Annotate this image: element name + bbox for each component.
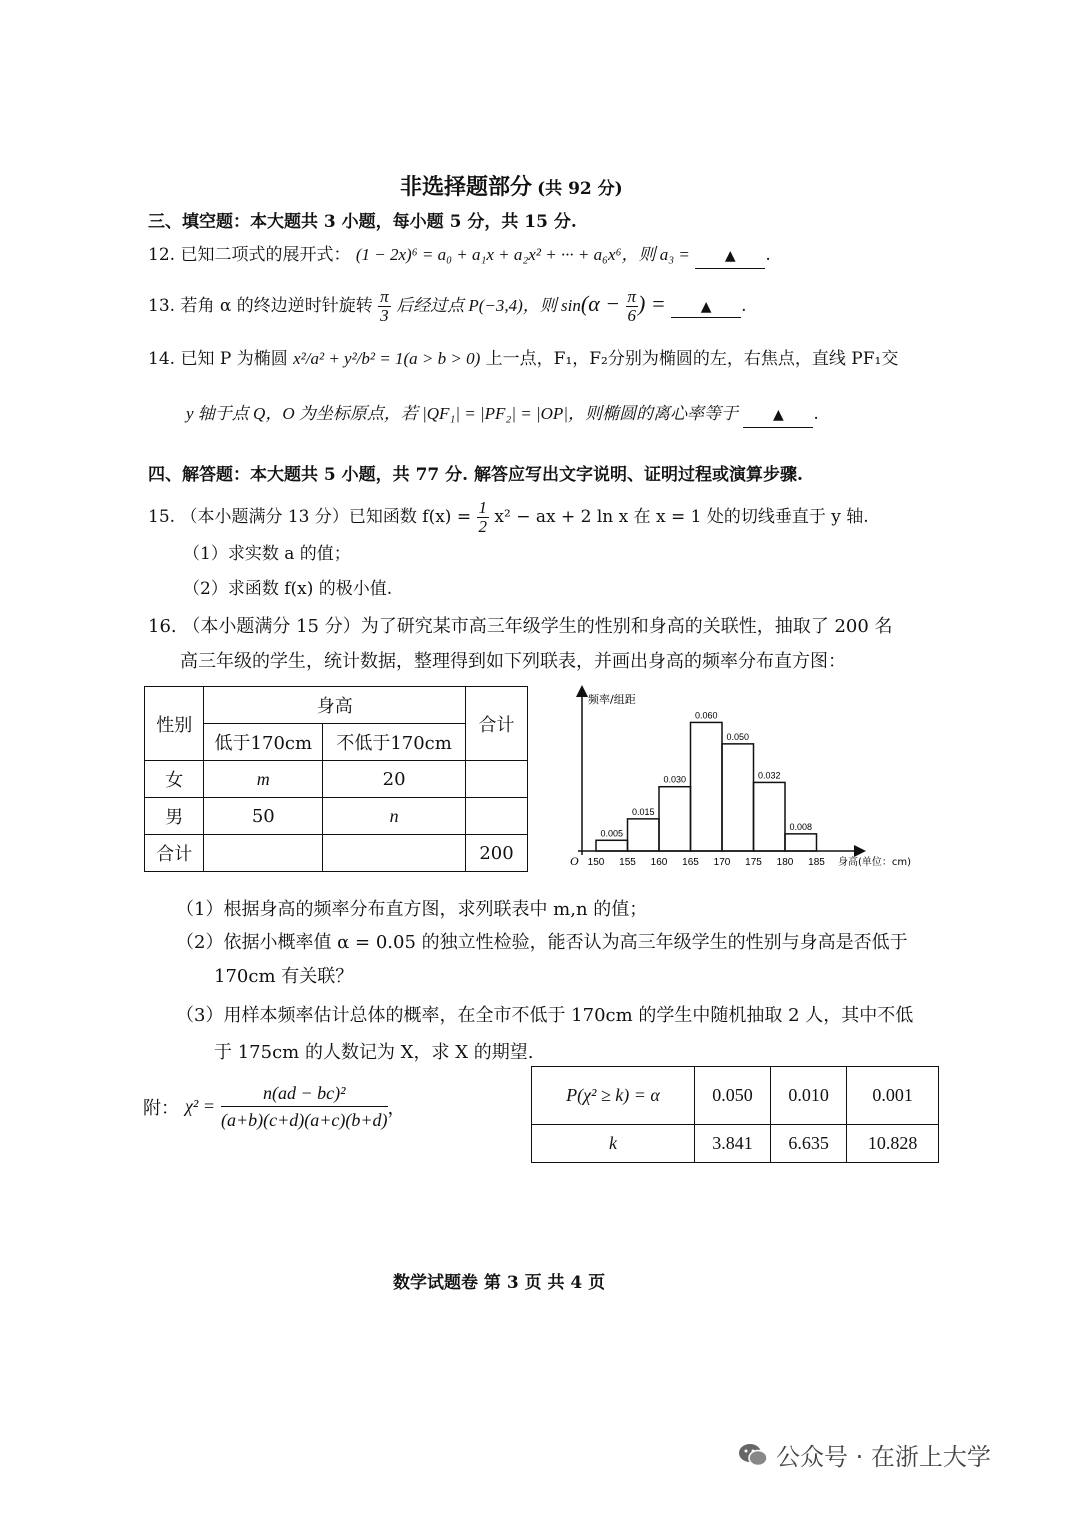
x-tick-label: 170 bbox=[713, 857, 731, 868]
header-total: 合计 bbox=[465, 687, 527, 761]
answer-blank-13[interactable] bbox=[671, 297, 741, 318]
q12-number: 12. bbox=[148, 245, 176, 265]
x-tick-label: 165 bbox=[682, 857, 699, 868]
cell-total: 200 bbox=[465, 835, 527, 872]
cell-below: 50 bbox=[204, 798, 323, 835]
q13-arg-right: ) = bbox=[638, 291, 666, 316]
wechat-icon bbox=[738, 1442, 768, 1468]
q16-line1-text: （本小题满分 15 分）为了研究某市高三年级学生的性别和身高的关联性，抽取了 200 名 bbox=[182, 616, 893, 637]
histogram-bar bbox=[659, 787, 691, 851]
appendix-formula bbox=[143, 1080, 406, 1133]
chi-square-fraction bbox=[221, 1080, 388, 1133]
crit-k: 10.828 bbox=[847, 1125, 939, 1163]
q12-lead: 已知二项式的展开式： bbox=[180, 245, 351, 265]
crit-k: 6.635 bbox=[771, 1125, 847, 1163]
x-tick-label: 150 bbox=[587, 857, 605, 868]
chi-denominator: (a+b)(c+d)(a+c)(b+d) bbox=[220, 1110, 388, 1130]
q15-frac-num: 1 bbox=[478, 498, 487, 517]
cell-notbelow: 20 bbox=[323, 761, 466, 798]
section-title: 非选择题部分 bbox=[400, 174, 533, 200]
bar-value-label: 0.060 bbox=[694, 710, 718, 721]
question-14-line2 bbox=[186, 402, 819, 428]
header-height: 身高 bbox=[204, 687, 466, 724]
x-tick-label: 160 bbox=[650, 857, 668, 868]
watermark-text: 公众号 · 在浙上大学 bbox=[776, 1443, 991, 1471]
q16-sub3a: （3）用样本频率估计总体的概率，在全市不低于 170cm 的学生中随机抽取 2 人，其中不低 bbox=[176, 1005, 914, 1026]
section-title-row bbox=[400, 170, 623, 201]
cell-total bbox=[465, 798, 527, 835]
part4-heading: 四、解答题：本大题共 5 小题，共 77 分. 解答应写出文字说明、证明过程或演算步骤. bbox=[148, 465, 803, 485]
q12-expr: (1 − 2x)⁶ = a₀ + a₁x + a₂x² + ··· + a₆x⁶ bbox=[355, 245, 622, 264]
q13-frac bbox=[378, 288, 391, 325]
x-tick-label: 175 bbox=[745, 857, 762, 868]
blank-triangle-icon: ▲ bbox=[724, 248, 736, 264]
q14-line1-rest: 上一点，F₁，F₂分别为椭圆的左，右焦点，直线 PF₁交 bbox=[485, 349, 899, 369]
q14-end: . bbox=[813, 404, 819, 424]
histogram-bar bbox=[596, 840, 628, 851]
q16-number: 16. bbox=[148, 616, 177, 637]
answer-blank-12[interactable] bbox=[695, 244, 765, 269]
y-axis-label: 频率/组距 bbox=[588, 693, 636, 706]
crit-row2-head: k bbox=[532, 1125, 695, 1163]
blank-triangle-icon: ▲ bbox=[700, 299, 712, 315]
blank-triangle-icon: ▲ bbox=[773, 407, 784, 423]
q13-lead: 若角 α 的终边逆时针旋转 bbox=[180, 296, 373, 316]
q13-arg-den: 6 bbox=[627, 306, 637, 325]
histogram-bar bbox=[785, 834, 817, 851]
bar-value-label: 0.015 bbox=[631, 806, 655, 817]
row-label: 男 bbox=[145, 798, 204, 835]
crit-k: 3.841 bbox=[695, 1125, 771, 1163]
answer-blank-14[interactable] bbox=[743, 403, 813, 428]
q16-sub2a: （2）依据小概率值 α = 0.05 的独立性检验，能否认为高三年级学生的性别与身高是否低于 bbox=[176, 932, 908, 953]
histogram-bar bbox=[754, 782, 786, 851]
q15-number: 15. bbox=[148, 507, 176, 527]
header-gender: 性别 bbox=[145, 687, 204, 761]
q13-arg-left: (α − bbox=[580, 291, 621, 316]
q16-line2: 高三年级的学生，统计数据，整理得到如下列联表，并画出身高的频率分布直方图： bbox=[180, 651, 846, 672]
critical-value-table bbox=[531, 1066, 939, 1163]
q14-line2: y 轴于点 Q，O 为坐标原点，若 |QF₁| = |PF₂| = |OP|，则椭圆的离心率等于 bbox=[186, 404, 738, 423]
q13-mid: 后经过点 P(−3,4)，则 sin bbox=[396, 296, 581, 315]
q16-sub3b: 于 175cm 的人数记为 X，求 X 的期望. bbox=[214, 1042, 534, 1063]
x-tick-label: 155 bbox=[619, 857, 636, 868]
cell-notbelow bbox=[323, 835, 466, 872]
section-score: (共 92 分) bbox=[537, 179, 623, 199]
bar-value-label: 0.032 bbox=[757, 770, 781, 781]
q12-ask: ，则 a₃ = bbox=[621, 245, 690, 264]
x-axis-label: 身高(单位：cm) bbox=[838, 857, 912, 868]
bar-value-label: 0.008 bbox=[789, 821, 813, 832]
q14-number: 14. bbox=[148, 349, 176, 369]
q13-end: . bbox=[741, 296, 747, 316]
question-15 bbox=[148, 497, 869, 537]
q14-ellipse: x²/a² + y²/b² = 1(a > b > 0) bbox=[293, 349, 481, 368]
q13-frac-num: π bbox=[380, 287, 389, 306]
q16-line1 bbox=[148, 615, 893, 639]
x-tick-label: 180 bbox=[776, 857, 794, 868]
histogram-bar bbox=[722, 744, 754, 851]
q13-arg-frac bbox=[626, 288, 639, 325]
row-label: 女 bbox=[145, 761, 204, 798]
q15-sub2: （2）求函数 f(x) 的极小值. bbox=[183, 579, 393, 599]
question-13 bbox=[148, 284, 747, 326]
row-label: 合计 bbox=[145, 835, 204, 872]
header-notbelow-170: 不低于170cm bbox=[323, 724, 466, 761]
appendix-comma: ， bbox=[387, 1097, 406, 1119]
q13-arg-num: π bbox=[627, 287, 637, 306]
bar-value-label: 0.050 bbox=[726, 731, 750, 742]
chi-square-symbol: χ² = bbox=[185, 1096, 215, 1116]
table-row bbox=[145, 761, 528, 798]
crit-alpha: 0.001 bbox=[847, 1067, 939, 1125]
q16-sub2b: 170cm 有关联？ bbox=[214, 966, 354, 987]
bar-value-label: 0.030 bbox=[663, 774, 687, 785]
height-histogram bbox=[560, 685, 930, 875]
q15-lead: （本小题满分 13 分）已知函数 f(x) = bbox=[180, 507, 472, 527]
bar-value-label: 0.005 bbox=[600, 828, 624, 839]
q15-tail: x² − ax + 2 ln x 在 x = 1 处的切线垂直于 y 轴. bbox=[494, 507, 869, 527]
page-footer: 数学试题卷 第 3 页 共 4 页 bbox=[393, 1273, 606, 1293]
header-below-170: 低于170cm bbox=[204, 724, 323, 761]
question-12 bbox=[148, 243, 771, 269]
cell-below: m bbox=[204, 761, 323, 798]
part3-heading: 三、填空题：本大题共 3 小题，每小题 5 分，共 15 分. bbox=[148, 212, 577, 232]
watermark bbox=[738, 1437, 991, 1472]
q14-lead: 已知 P 为椭圆 bbox=[180, 349, 288, 369]
cell-notbelow: n bbox=[323, 798, 466, 835]
histogram-bar bbox=[628, 819, 660, 851]
table-row bbox=[145, 798, 528, 835]
q15-frac bbox=[477, 499, 490, 536]
table-row bbox=[145, 835, 528, 872]
q13-frac-den: 3 bbox=[380, 306, 389, 325]
q13-number: 13. bbox=[148, 296, 176, 316]
appendix-label: 附： bbox=[143, 1097, 179, 1119]
crit-row1-head: P(χ² ≥ k) = α bbox=[532, 1067, 695, 1125]
q12-end: . bbox=[765, 245, 771, 265]
cell-below bbox=[204, 835, 323, 872]
chi-numerator: n(ad − bc)² bbox=[221, 1080, 388, 1107]
question-14-line1 bbox=[148, 347, 898, 371]
q16-sub1: （1）根据身高的频率分布直方图，求列联表中 m,n 的值； bbox=[176, 899, 648, 920]
crit-alpha: 0.010 bbox=[771, 1067, 847, 1125]
contingency-table bbox=[144, 686, 528, 872]
cell-total bbox=[465, 761, 527, 798]
origin-label: O bbox=[570, 854, 579, 868]
x-tick-label: 185 bbox=[808, 857, 825, 868]
histogram-bar bbox=[691, 722, 723, 851]
q15-frac-den: 2 bbox=[478, 517, 487, 536]
crit-alpha: 0.050 bbox=[695, 1067, 771, 1125]
q15-sub1: （1）求实数 a 的值； bbox=[183, 544, 351, 564]
